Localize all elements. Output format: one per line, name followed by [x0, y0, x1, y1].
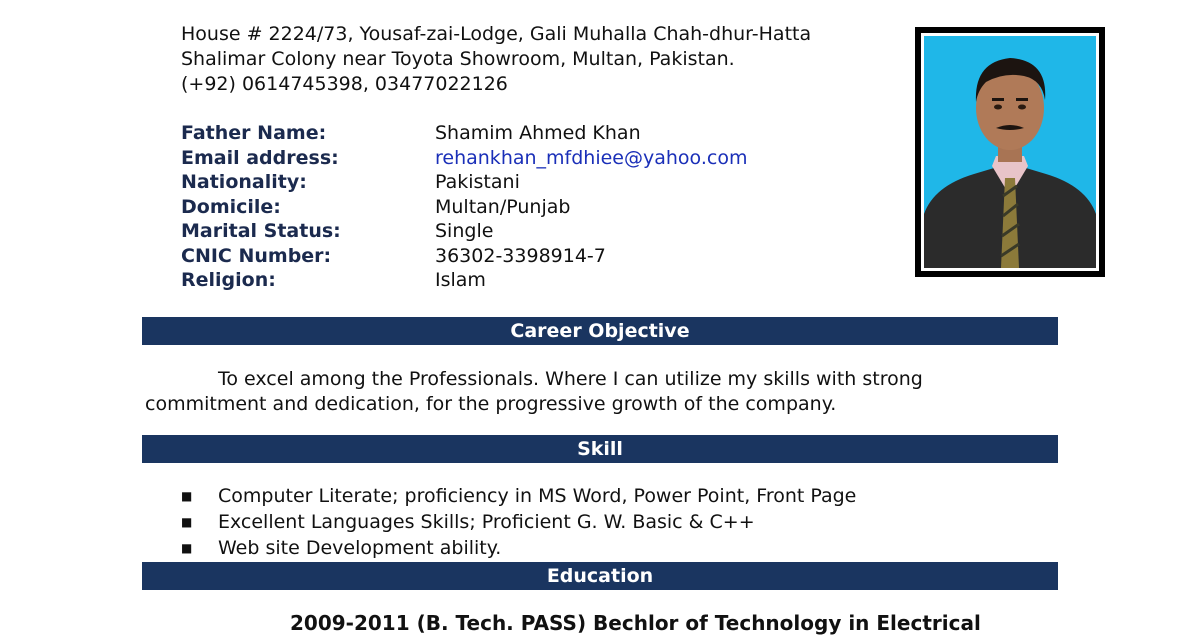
info-label: Nationality:	[181, 171, 307, 193]
profile-photo-inner	[921, 33, 1099, 271]
info-row-cnic	[181, 244, 747, 269]
info-row-religion	[181, 268, 747, 293]
section-header-education: Education	[142, 562, 1058, 590]
address-line-1: House # 2224/73, Yousaf-zai-Lodge, Gali Muhalla Chah-dhur-Hatta	[181, 23, 812, 45]
profile-photo	[915, 27, 1105, 277]
info-row-marital-status	[181, 219, 747, 244]
portrait-icon	[924, 36, 1096, 268]
section-header-career-objective: Career Objective	[142, 317, 1058, 345]
objective-line-1-text: To excel among the Professionals. Where I can utilize my skills with strong	[218, 368, 923, 390]
info-label: Domicile:	[181, 195, 281, 218]
info-value: Shamim Ahmed Khan	[435, 122, 641, 144]
skill-text: Computer Literate; proficiency in MS Word, Power Point, Front Page	[218, 485, 857, 507]
info-row-father-name	[181, 121, 747, 146]
education-entry: 2009-2011 (B. Tech. PASS) Bechlor of Technology in Electrical	[290, 611, 981, 635]
info-value: Multan/Punjab	[435, 195, 571, 218]
square-bullet-icon: ■	[181, 515, 193, 529]
skills-list	[181, 483, 856, 561]
info-label: Email address:	[181, 146, 339, 169]
skill-text: Web site Development ability.	[218, 537, 502, 559]
info-value: Single	[435, 220, 494, 242]
email-link[interactable]: rehankhan_mfdhiee@yahoo.com	[435, 146, 748, 169]
info-label: Marital Status:	[181, 220, 341, 242]
info-value: Islam	[435, 269, 486, 291]
square-bullet-icon: ■	[181, 541, 193, 555]
list-item	[181, 509, 856, 535]
info-row-domicile	[181, 195, 747, 220]
section-header-skill: Skill	[142, 435, 1058, 463]
info-value: 36302-3398914-7	[435, 244, 606, 267]
address-line-2: Shalimar Colony near Toyota Showroom, Multan, Pakistan.	[181, 48, 735, 70]
list-item	[181, 483, 856, 509]
objective-line-2: commitment and dedication, for the progressive growth of the company.	[145, 393, 837, 415]
info-label: Father Name:	[181, 122, 327, 144]
info-value: Pakistani	[435, 171, 520, 193]
info-row-nationality	[181, 170, 747, 195]
info-label: Religion:	[181, 269, 276, 291]
personal-info-table	[181, 121, 747, 293]
info-row-email	[181, 146, 747, 171]
skill-text: Excellent Languages Skills; Proficient G. W. Basic & C++	[218, 511, 755, 533]
square-bullet-icon: ■	[181, 489, 193, 503]
list-item	[181, 535, 856, 561]
objective-line-1	[145, 367, 1005, 392]
phone-numbers: (+92) 0614745398, 03477022126	[181, 73, 508, 95]
career-objective-text	[145, 367, 1005, 417]
contact-address	[181, 22, 811, 97]
info-label: CNIC Number:	[181, 244, 332, 267]
